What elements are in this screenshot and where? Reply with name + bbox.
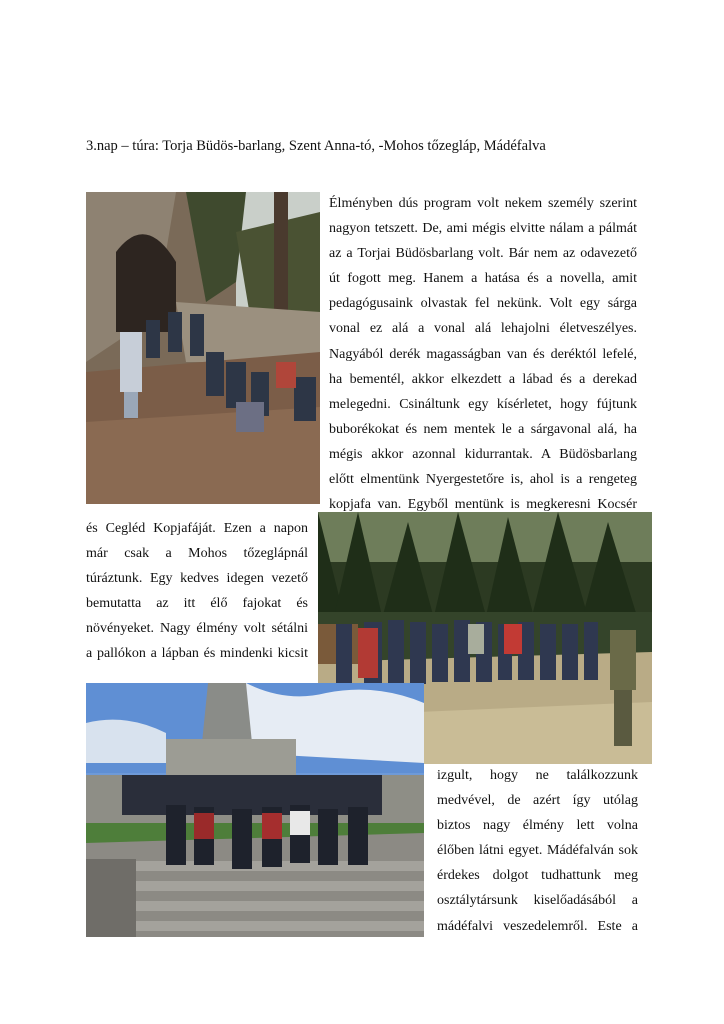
text-line: nagyon tetszett. De, ami mégis elvitte nálam a pálmát [329,221,637,237]
text-line: túráztunk. Egy kedves idegen vezető [86,571,308,587]
text-line: és Cegléd Kopjafáját. Ezen a napon [86,521,308,536]
text-line: a pallókon a lápban és mindenki kicsit [86,646,308,662]
text-line: ha bementél, akkor elkezdett a lábad és a derekad [329,371,637,387]
text-line: buborékokat és nem mentek le a sárgavonal alá, ha [329,421,637,437]
text-line: kopjafa van. Egyből mentünk is megkeresni Kocsér [329,497,637,513]
text-line: mégis akkor azonnal kidurrantak. A Büdösbarlang [329,446,637,462]
text-line: izgult, hogy ne találkozzunk [437,768,638,783]
monument-group-photo [86,683,424,937]
page-heading: 3.nap – túra: Torja Büdös-barlang, Szent Anna-tó, -Mohos tőzegláp, Mádéfalva [86,138,546,154]
text-line: előtt elmentünk Nyergestetőre is, ahol is a rengeteg [329,472,637,488]
text-line: melegedni. Csináltunk egy kísérletet, hogy fújtunk [329,396,637,412]
text-block-1 [329,191,637,517]
text-line: Nagyából derék magasságban van és deréktól lefelé, [329,346,637,362]
text-line: bemutatta az itt élő fajokat és [86,596,308,612]
text-block-2 [86,516,308,667]
text-line: az a Torjai Büdösbarlang volt. Bár nem az odavezető [329,246,637,262]
text-line: út fogott meg. Hanem a hatása és a novella, amit [329,271,637,287]
text-line: pedagógusaink olvastak fel nekünk. Volt egy sárga [329,296,637,312]
text-line: élőben látni egyet. Mádéfalván sok [437,843,638,859]
text-line: mádéfalvi veszedelemről. Este a [437,918,638,934]
text-line: osztálytársunk kiselőadásából a [437,893,638,909]
text-line: biztos nagy élmény lett volna [437,818,638,834]
text-line: Élményben dús program volt nekem személy szerint [329,196,637,211]
text-line: már csak a Mohos tőzeglápnál [86,546,308,562]
text-block-3 [437,763,638,939]
text-line: érdekes dolgot tudhattunk meg [437,868,638,884]
text-line: vonal ez alá a vonal alá lehajolni életveszélyes. [329,321,637,337]
cave-group-photo [86,192,320,504]
text-line: medvével, de azért így utólag [437,793,638,809]
text-line: növényeket. Nagy élmény volt sétálni [86,621,308,637]
